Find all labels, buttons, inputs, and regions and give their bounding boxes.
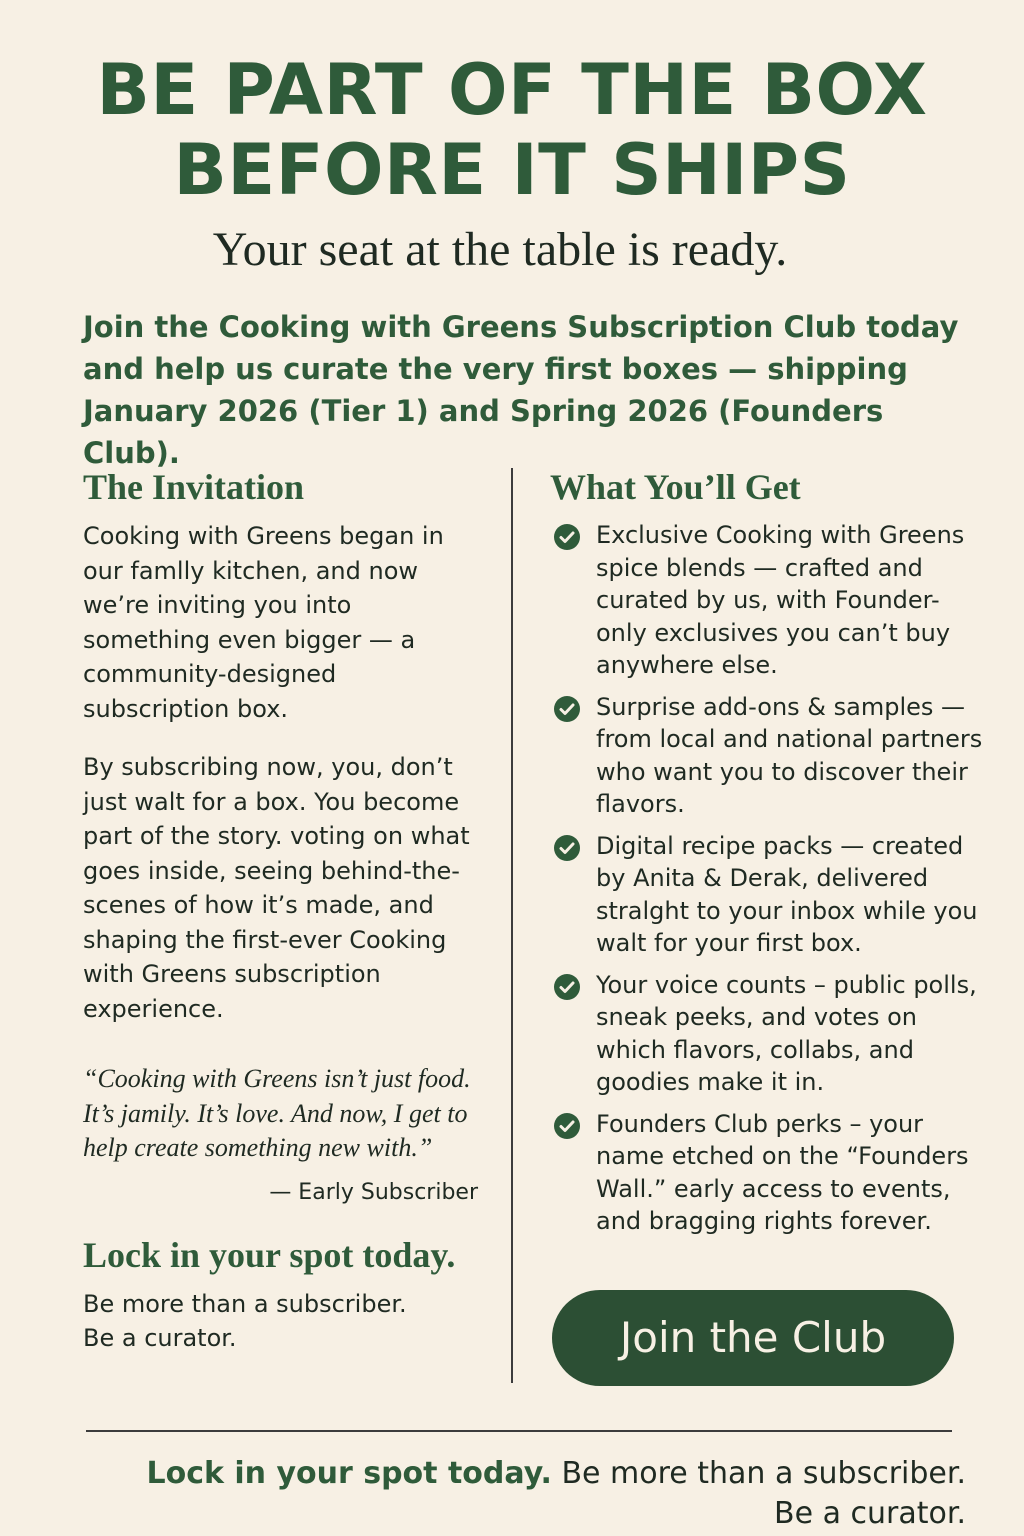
check-circle-icon — [554, 1113, 580, 1139]
footer-text — [100, 1454, 966, 1534]
footer-line-1: Be more than a subscriber. — [551, 1456, 966, 1491]
benefit-text: Your voice counts – public polls, sneak peeks, and votes on which flavors, collabs, and goodies make it in. — [596, 970, 977, 1096]
lock-in-line-2: Be a curator. — [83, 1324, 237, 1352]
headline-line-2: BEFORE IT SHIPS — [173, 129, 851, 211]
invitation-title: The Invitation — [83, 467, 305, 507]
headline-line-1: BE PART OF THE BOX — [96, 49, 928, 131]
benefit-item — [550, 969, 990, 1099]
benefits-title: What You’ll Get — [550, 467, 801, 507]
check-circle-icon — [554, 696, 580, 722]
check-circle-icon — [554, 974, 580, 1000]
footer-bold-text: Lock in your spot today. — [146, 1456, 552, 1491]
tagline: Your seat at the table is ready. — [212, 223, 788, 276]
benefit-text: Digital recipe packs — created by Anita & Derak, delivered stralght to your inbox while you walt for your first box. — [596, 831, 978, 957]
benefit-item — [550, 1108, 990, 1238]
benefit-item — [550, 830, 990, 960]
benefit-text: Surprise add-ons & samples — from local and national partners who want you to discover their flavors. — [596, 692, 983, 818]
benefit-item — [550, 519, 990, 682]
lock-in-title: Lock in your spot today. — [83, 1234, 456, 1275]
invitation-paragraph-2: By subscribing now, you, don’t just walt for a box. You become part of the story. voting on what goes inside, seeing behind-the-scenes of how it’s made, and shaping the first-ever Cooking with Greens subscription experience. — [83, 753, 470, 1023]
benefits-column — [550, 465, 990, 1247]
quote-attribution: — Early Subscriber — [269, 1179, 478, 1205]
lock-in-text — [83, 1287, 483, 1356]
headline — [40, 50, 984, 210]
column-divider — [511, 468, 513, 1383]
benefits-list — [550, 519, 990, 1238]
benefit-item — [550, 691, 990, 821]
benefit-text: Founders Club perks – your name etched on the “Founders Wall.” early access to events, and bragging rights forever. — [596, 1109, 969, 1235]
subscriber-quote: “Cooking with Greens isn’t just food. It’s jamily. It’s love. And now, I get to help create something new with.” — [83, 1064, 471, 1162]
join-club-button[interactable]: Join the Club — [552, 1290, 954, 1386]
footer-line-2: Be a curator. — [774, 1496, 966, 1531]
footer-divider — [86, 1430, 952, 1432]
benefit-text: Exclusive Cooking with Greens spice blends — crafted and curated by us, with Founder-only exclusives you can’t buy anywhere else. — [596, 521, 965, 679]
check-circle-icon — [554, 524, 580, 550]
intro-text: Join the Cooking with Greens Subscription Club today and help us curate the very first boxes — shipping January 2026 (Tier 1) and Spring 2026 (Founders Club). — [83, 310, 959, 470]
lock-in-line-1: Be more than a subscriber. — [83, 1289, 407, 1318]
check-circle-icon — [554, 835, 580, 861]
invitation-column — [83, 465, 483, 1356]
invitation-paragraph-1: Cooking with Greens began in our famlly kitchen, and now we’re inviting you into something even bigger — a community-designed subscription box. — [83, 522, 444, 723]
